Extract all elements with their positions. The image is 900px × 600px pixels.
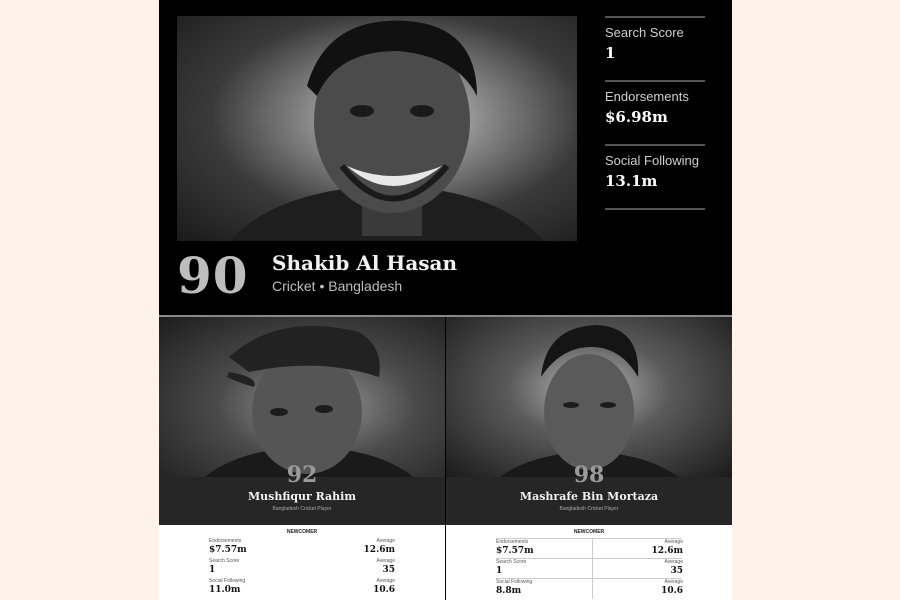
athlete-stats-panel	[446, 525, 732, 600]
average-value: 12.6m	[651, 546, 683, 556]
stat-label: Search Score	[605, 25, 684, 40]
athlete-stats-panel	[159, 525, 445, 600]
ranking-graphic	[159, 0, 732, 600]
athlete-card	[446, 317, 732, 600]
average-value: 10.6	[661, 586, 683, 596]
portrait-illustration	[159, 317, 445, 477]
stat-label: Social Following	[209, 578, 246, 584]
stat-search-score	[605, 16, 705, 80]
featured-athlete-photo	[177, 16, 577, 241]
average-value: 35	[382, 565, 395, 575]
stat-value: 13.1m	[605, 172, 658, 190]
athlete-rank: 92	[286, 462, 318, 488]
athlete-card	[159, 317, 445, 600]
average-value: 10.6	[373, 585, 395, 595]
stat-label: Endorsements	[605, 89, 689, 104]
stat-label: Endorsements	[496, 539, 529, 545]
athlete-subtitle: Bangladesh Cricket Player	[559, 506, 619, 512]
average-label: Average	[376, 538, 395, 544]
stat-label: Endorsements	[209, 538, 242, 544]
athlete-rank: 98	[573, 462, 605, 488]
stat-row-search-score	[496, 558, 682, 579]
featured-athlete	[159, 0, 732, 315]
athlete-photo	[159, 317, 445, 477]
average-label: Average	[664, 579, 683, 585]
stat-row-endorsements	[496, 538, 682, 559]
portrait-illustration	[177, 16, 577, 241]
stat-row-search-score	[209, 558, 395, 578]
average-label: Average	[376, 558, 395, 564]
average-label: Average	[376, 578, 395, 584]
stat-value: $6.98m	[605, 108, 668, 126]
newcomer-tag: NEWCOMER	[286, 529, 318, 535]
stat-value: $7.57m	[496, 546, 534, 556]
newcomer-tag: NEWCOMER	[573, 529, 605, 535]
average-label: Average	[664, 559, 683, 565]
stat-value: 1	[496, 566, 503, 576]
stat-row-endorsements	[209, 538, 395, 558]
stat-label: Search Score	[209, 558, 240, 564]
stat-value: 11.0m	[209, 585, 241, 595]
athlete-name: Mushfiqur Rahim	[247, 490, 356, 503]
featured-name: Shakib Al Hasan	[272, 251, 458, 275]
stat-social-following	[605, 144, 705, 210]
stat-value: 1	[605, 44, 616, 62]
stat-value: 1	[209, 565, 216, 575]
stat-row-social-following	[496, 578, 682, 599]
featured-rank: 90	[177, 246, 249, 305]
average-value: 12.6m	[363, 545, 395, 555]
athlete-name: Mashrafe Bin Mortaza	[519, 490, 659, 503]
portrait-illustration	[446, 317, 732, 477]
stat-row-social-following	[209, 578, 395, 598]
athlete-subtitle: Bangladesh Cricket Player	[272, 506, 332, 512]
stat-value: 8.8m	[496, 586, 522, 596]
stat-endorsements	[605, 80, 705, 144]
stat-label: Social Following	[605, 153, 699, 168]
stat-label: Search Score	[496, 559, 527, 565]
featured-stats	[605, 16, 705, 210]
featured-subtitle: Cricket • Bangladesh	[272, 278, 403, 294]
athlete-photo	[446, 317, 732, 477]
average-label: Average	[664, 539, 683, 545]
stat-label: Social Following	[496, 579, 533, 585]
average-value: 35	[670, 566, 683, 576]
stat-value: $7.57m	[209, 545, 247, 555]
